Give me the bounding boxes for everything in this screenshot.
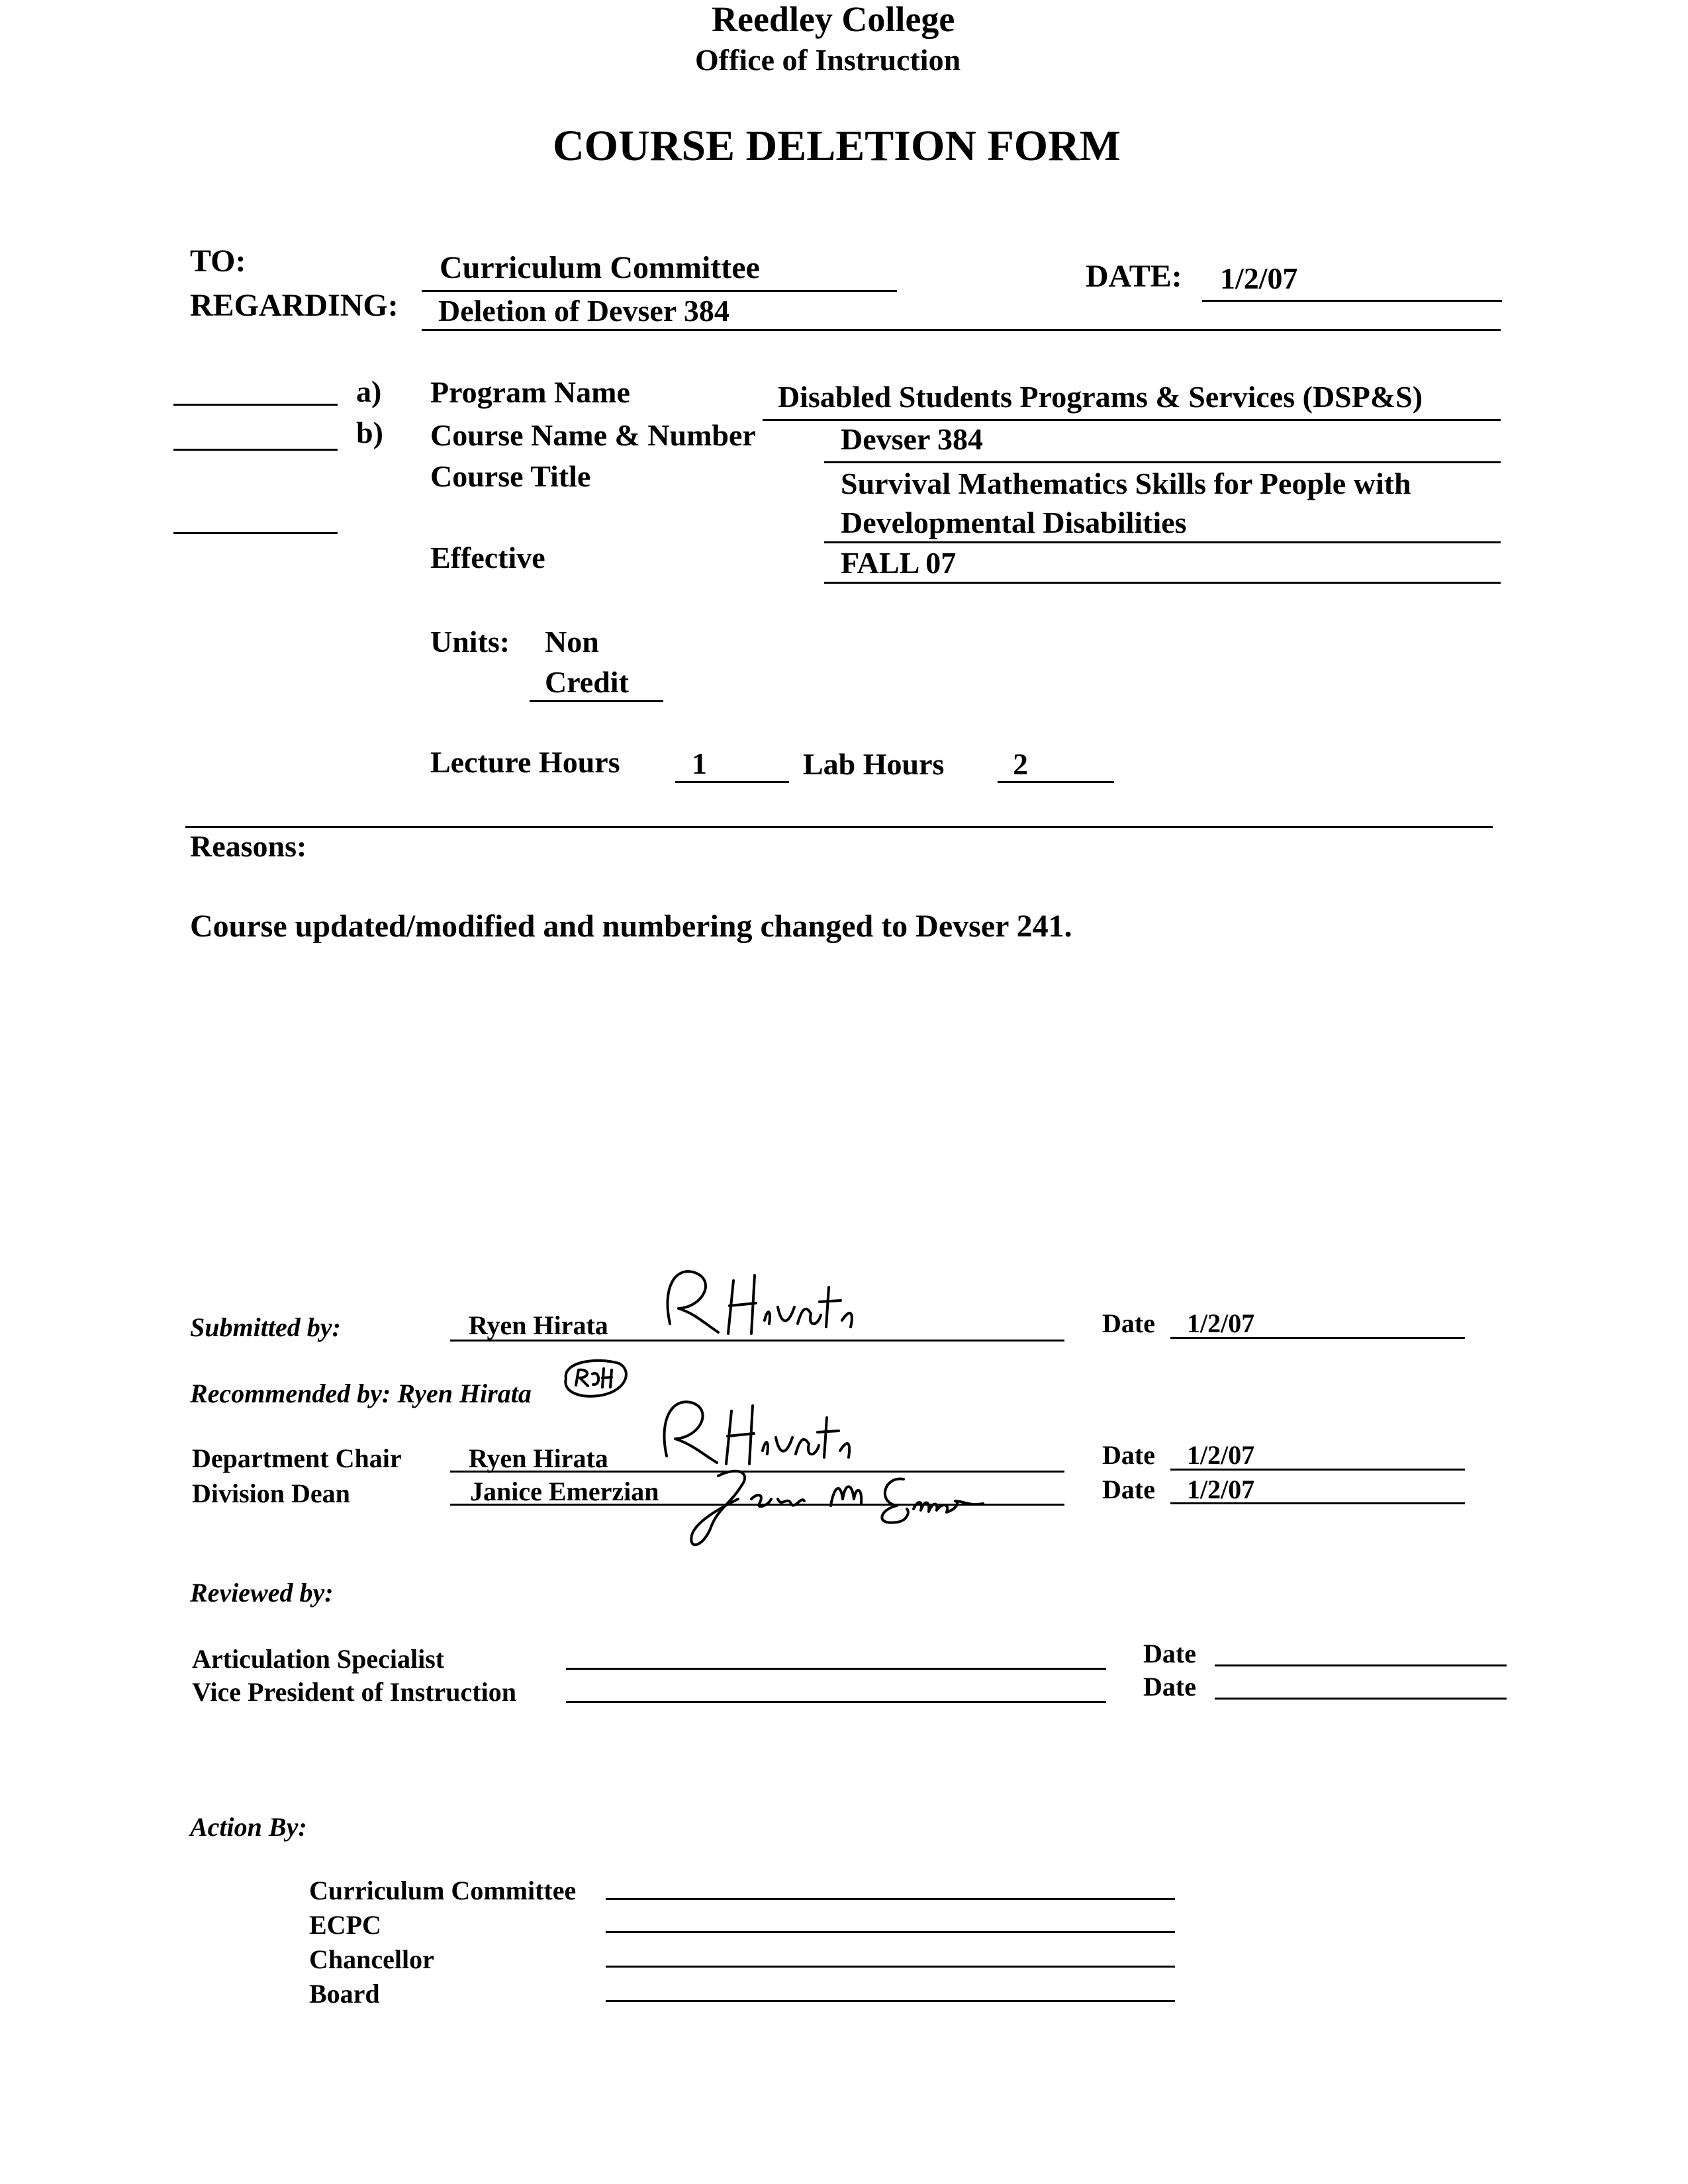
vp-instruction-label: Vice President of Instruction (192, 1677, 516, 1707)
date-value: 1/2/07 (1220, 261, 1298, 295)
course-number-value: Devser 384 (841, 422, 984, 456)
vp-date-label: Date (1143, 1672, 1196, 1702)
item-b-marker: b) (356, 416, 383, 449)
submitted-date-underline (1170, 1337, 1465, 1339)
action-item-curriculum-committee: Curriculum Committee (309, 1876, 577, 1905)
blank-line-a (173, 404, 338, 406)
item-a-marker: a) (356, 375, 382, 408)
program-name-value: Disabled Students Programs & Services (DSP&S) (778, 380, 1423, 414)
action-line-chancellor (606, 1966, 1175, 1968)
units-value-line1: Non (545, 625, 599, 659)
dept-chair-name: Ryen Hirata (469, 1443, 608, 1473)
to-label: TO: (190, 244, 246, 279)
effective-value: FALL 07 (841, 546, 957, 580)
articulation-date-label: Date (1143, 1639, 1196, 1668)
submitted-date-value: 1/2/07 (1187, 1308, 1255, 1338)
recommended-by-label: Recommended by: Ryen Hirata (190, 1379, 532, 1408)
course-title-label: Course Title (430, 459, 591, 493)
course-title-line1: Survival Mathematics Skills for People with (841, 467, 1411, 500)
units-underline (530, 700, 663, 702)
blank-line-b (173, 449, 338, 451)
submitted-date-label: Date (1102, 1308, 1155, 1338)
lecture-hours-label: Lecture Hours (430, 745, 620, 779)
lab-hours-underline (998, 781, 1114, 783)
program-name-underline (763, 419, 1501, 421)
office-name: Office of Instruction (695, 43, 961, 77)
action-line-ecpc (606, 1931, 1175, 1933)
action-item-ecpc: ECPC (309, 1910, 381, 1940)
units-label: Units: (430, 625, 510, 659)
action-line-curriculum-committee (606, 1898, 1175, 1900)
blank-line-c (173, 532, 338, 534)
articulation-specialist-line (566, 1668, 1106, 1670)
action-item-chancellor: Chancellor (309, 1944, 434, 1974)
dept-chair-signature (652, 1390, 851, 1473)
division-dean-date-underline (1170, 1502, 1465, 1504)
section-divider (185, 826, 1493, 828)
submitted-by-label: Submitted by: (190, 1312, 341, 1342)
effective-underline (824, 582, 1501, 584)
to-underline (422, 290, 897, 292)
regarding-value: Deletion of Devser 384 (438, 294, 729, 328)
division-dean-date-label: Date (1102, 1475, 1155, 1504)
dept-chair-label: Department Chair (192, 1443, 402, 1473)
course-title-line2: Developmental Disabilities (841, 506, 1187, 539)
vp-instruction-line (566, 1701, 1106, 1703)
dept-chair-date-underline (1170, 1469, 1465, 1471)
lecture-hours-value: 1 (692, 747, 707, 780)
form-title: COURSE DELETION FORM (553, 122, 1121, 170)
division-dean-date-value: 1/2/07 (1187, 1475, 1255, 1504)
submitted-by-name: Ryen Hirata (469, 1310, 608, 1340)
course-title-underline (824, 541, 1501, 543)
articulation-specialist-label: Articulation Specialist (192, 1644, 445, 1674)
program-name-label: Program Name (430, 375, 630, 409)
date-underline (1202, 300, 1502, 302)
reasons-label: Reasons: (190, 829, 307, 863)
reasons-text: Course updated/modified and numbering changed to Devser 241. (190, 909, 1072, 944)
lab-hours-value: 2 (1013, 747, 1028, 781)
college-name: Reedley College (712, 0, 955, 39)
reviewed-by-label: Reviewed by: (190, 1578, 334, 1608)
to-value: Curriculum Committee (440, 250, 760, 285)
lecture-hours-underline (675, 781, 789, 783)
submitted-signature (655, 1261, 854, 1343)
regarding-underline (422, 329, 1501, 331)
dept-chair-date-label: Date (1102, 1440, 1155, 1470)
course-number-underline (824, 461, 1501, 463)
dept-chair-date-value: 1/2/07 (1187, 1440, 1255, 1470)
action-by-label: Action By: (190, 1812, 307, 1842)
vp-date-line (1215, 1698, 1507, 1700)
effective-label: Effective (430, 541, 545, 574)
recommended-initials (556, 1355, 632, 1402)
action-line-board (606, 2000, 1175, 2002)
division-dean-signature (679, 1463, 1003, 1555)
units-value-line2: Credit (545, 665, 629, 699)
division-dean-name: Janice Emerzian (470, 1477, 659, 1506)
regarding-label: REGARDING: (190, 288, 399, 323)
articulation-date-line (1215, 1664, 1507, 1666)
division-dean-label: Division Dean (192, 1479, 350, 1508)
course-number-label: Course Name & Number (430, 418, 756, 452)
lab-hours-label: Lab Hours (803, 747, 945, 781)
date-label: DATE: (1086, 259, 1182, 294)
action-item-board: Board (309, 1979, 380, 2009)
